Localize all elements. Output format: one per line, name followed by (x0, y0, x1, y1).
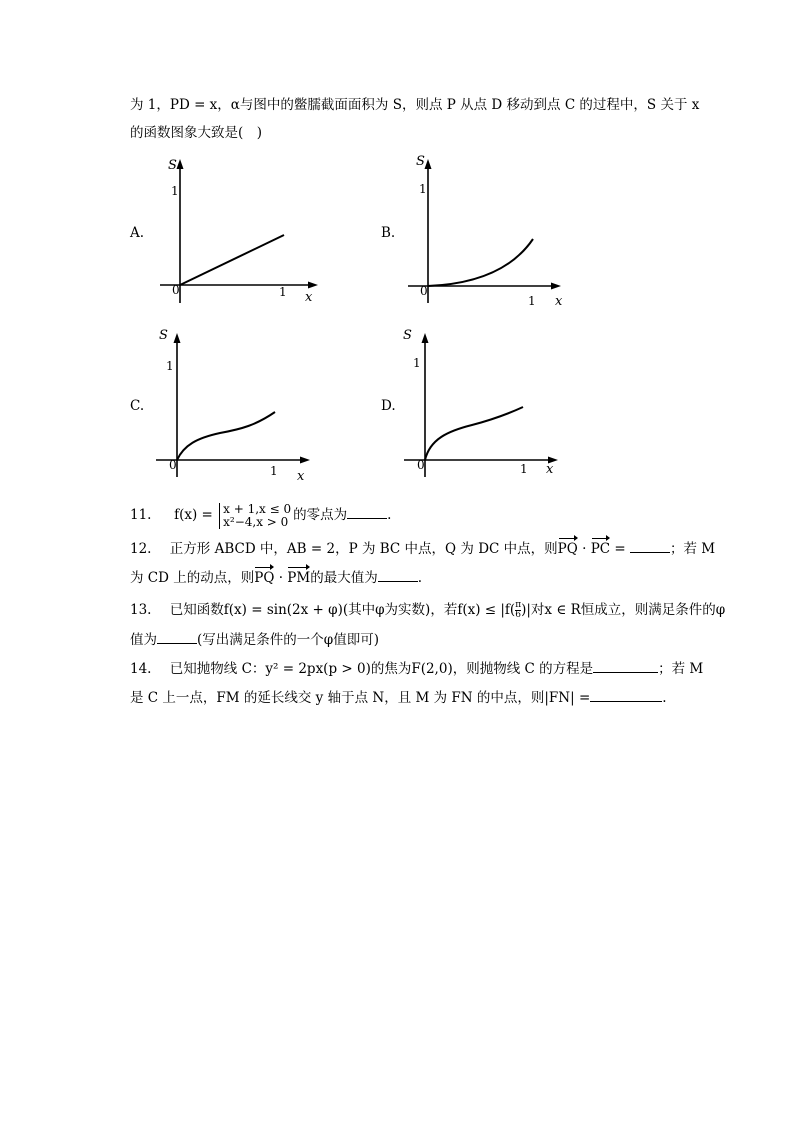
q11-answer-blank[interactable] (347, 505, 387, 519)
option-b-label: B. (381, 225, 396, 241)
graph-b (403, 154, 573, 309)
q13-answer-blank[interactable] (157, 630, 197, 644)
question-11: 11. f(x) = x + 1,x ≤ 0 x²−4,x > 0 的零点为 . (130, 501, 392, 529)
q13-text-line2: 值为 (130, 632, 157, 648)
option-c-label: C. (130, 398, 145, 414)
intro-line-1: 为 1，PD = x，α与图中的鳖臑截面面积为 S，则点 P 从点 D 移动到点 C 的过程中，S 关于 x (130, 97, 700, 113)
dot-operator-2: · (274, 570, 288, 586)
intro-line-2: 的函数图象大致是( ) (130, 125, 263, 141)
q14-answer-blank-1[interactable] (593, 659, 658, 673)
q13-hint: (写出满足条件的一个φ值即可) (197, 632, 379, 648)
vector-pm: PM (287, 570, 311, 586)
y-axis-label: S (416, 154, 425, 169)
x-tick-label: 1 (270, 464, 278, 478)
frac-numerator: π (515, 600, 522, 610)
vector-pq-2: PQ (254, 570, 275, 586)
x-tick-label: 1 (528, 294, 536, 308)
curve-linear (180, 235, 284, 285)
vector-pq: PQ (557, 541, 578, 557)
q14-number: 14. (130, 661, 152, 677)
q12-answer-blank-2[interactable] (378, 568, 418, 582)
q12-answer-blank-1[interactable] (630, 539, 670, 553)
y-tick-label: 1 (171, 184, 179, 198)
frac-denominator: 6 (515, 610, 522, 620)
q13-number: 13. (130, 602, 152, 618)
y-tick-label: 1 (413, 356, 421, 370)
question-13-line-1 (130, 600, 725, 620)
y-axis-arrow (177, 159, 184, 169)
vector-pc: PC (590, 541, 611, 557)
q14-text-line2: 是 C 上一点，FM 的延长线交 y 轴于点 N，且 M 为 FN 的中点，则|FN| = (130, 690, 591, 706)
x-axis-label: x (555, 294, 563, 309)
origin-label: 0 (172, 283, 180, 297)
q13-text-a: 已知函数f(x) = sin(2x + φ)(其中φ为实数)，若f(x) ≤ |f( (169, 602, 516, 618)
x-axis-arrow (300, 457, 310, 464)
q11-piecewise (219, 503, 291, 529)
q11-case-2: x²−4,x > 0 (223, 514, 289, 529)
q12-text-line2-end: 的最大值为 (310, 570, 378, 586)
y-tick-label: 1 (419, 182, 427, 196)
q12-text-a: 正方形 ABCD 中，AB = 2，P 为 BC 中点，Q 为 DC 中点，则 (169, 541, 558, 557)
y-axis-arrow (174, 333, 181, 343)
q13-text-b: )|对x ∈ R恒成立，则满足条件的φ (521, 602, 726, 618)
x-axis-label: x (546, 462, 554, 477)
x-tick-label: 1 (520, 462, 528, 476)
q11-number: 11. (130, 507, 152, 523)
origin-label: 0 (420, 284, 428, 298)
question-14-line-2: 是 C 上一点，FM 的延长线交 y 轴于点 N，且 M 为 FN 的中点，则|FN| = . (130, 690, 667, 706)
y-tick-label: 1 (166, 359, 174, 373)
dot-operator: · (577, 541, 591, 557)
y-axis-label: S (168, 158, 177, 173)
q14-answer-blank-2[interactable] (590, 688, 662, 702)
question-14-line-1 (130, 659, 703, 679)
question-13-line-2 (130, 630, 379, 650)
option-a-label: A. (130, 225, 145, 241)
q11-case-1: x + 1,x ≤ 0 (223, 501, 292, 516)
question-12-line-1 (130, 539, 715, 559)
y-axis-label: S (159, 328, 168, 343)
graph-d (400, 325, 570, 480)
question-12-line-2: 为 CD 上的动点，则PQ · PM的最大值为 . (130, 570, 422, 586)
graph-c (152, 325, 322, 484)
x-axis-arrow (308, 282, 318, 289)
option-d-label: D. (381, 398, 396, 414)
y-axis-arrow (425, 159, 432, 169)
origin-label: 0 (417, 458, 425, 472)
origin-label: 0 (169, 458, 177, 472)
q14-text-b: ；若 M (658, 661, 704, 677)
x-axis-label: x (297, 469, 305, 484)
x-tick-label: 1 (279, 285, 287, 299)
q12-equals: = (610, 541, 631, 557)
graph-a (155, 155, 325, 305)
q11-lhs: f(x) = (174, 507, 213, 523)
x-axis-arrow (551, 283, 561, 290)
curve-concave (425, 407, 523, 460)
y-axis-label: S (403, 328, 412, 343)
q12-text-line2: 为 CD 上的动点，则 (130, 570, 255, 586)
curve-s-shape (177, 412, 275, 460)
curve-convex (428, 239, 533, 286)
q14-text-a: 已知抛物线 C：y² = 2px(p > 0)的焦为F(2,0)，则抛物线 C 的方程是 (169, 661, 594, 677)
q12-number: 12. (130, 541, 152, 557)
q12-text-c: ；若 M (670, 541, 716, 557)
y-axis-arrow (422, 333, 429, 343)
q11-rest: 的零点为 (293, 507, 348, 523)
x-axis-label: x (305, 290, 313, 305)
